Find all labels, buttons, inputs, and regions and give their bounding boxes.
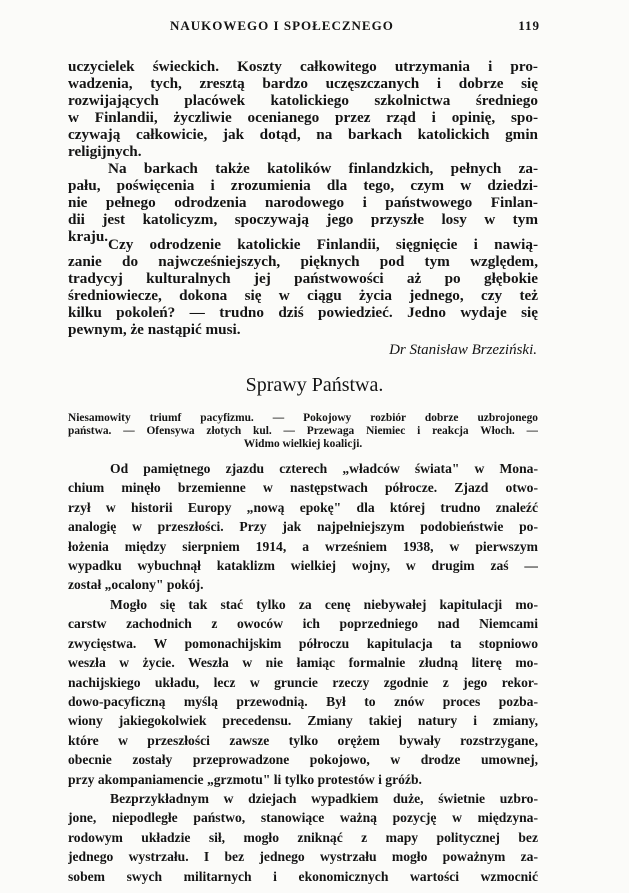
text-line: Czy odrodzenie katolickie Finlandii, sięgnięcie i nawią- (108, 236, 538, 253)
text-line: tradycyj kulturalnych jej państwowości aż po głębokie (68, 270, 538, 287)
running-title: NAUKOWEGO I SPOŁECZNEGO (170, 18, 394, 33)
text-line: dii jest katolicyzm, spoczywają jego przyszłe losy w tym (68, 211, 538, 228)
text-line: Na barkach także katolików finlandzkich, pełnych za- (108, 160, 538, 177)
article-paragraph-3 (68, 236, 538, 338)
text-line: rodowym układzie sił, mogło zniknąć z mapy politycznej bez (68, 829, 538, 845)
text-line: zwycięstwa. W pomonachijskim półroczu kapitulacja ta stopniowo (68, 635, 538, 651)
text-line: rzył w historii Europy „nową epokę" dla której trudno znaleźć (68, 499, 538, 515)
text-line: kilku pokoleń? — trudno dziś powiedzieć. Jedno wydaje się (68, 304, 538, 321)
text-line: pewnym, że nastąpić musi. (68, 321, 241, 338)
text-line: średniowiecze, dokona się w ciągu życia jednego, czy też (68, 287, 538, 304)
summary-line: Widmo wielkiej koalicji. (243, 438, 363, 450)
text-line: Mogło się tak stać tylko za cenę niebywałej kapitulacji mo- (110, 597, 538, 612)
text-line: nie pełnego odrodzenia narodowego i państwowego Finlan- (68, 194, 538, 211)
text-line: Bezprzykładnym w dziejach wypadkiem duże, świetnie uzbro- (110, 791, 538, 806)
text-line: czywają całkowicie, jak dotąd, na barkach katolickich gmin (68, 126, 538, 143)
text-line: rozwijających placówek katolickiego szkolnictwa średniego (68, 92, 538, 109)
article-paragraph-1 (68, 58, 538, 160)
text-line: weszła w życie. Weszła w nie łamiąc formalnie złudną literę mo- (68, 655, 538, 671)
text-line: które w przeszłości zawsze tylko orężem bywały rozstrzygane, (68, 732, 538, 748)
section-title: Sprawy Państwa. (245, 374, 384, 396)
text-line: nachijskiego układu, lecz w gruncie rzeczy zgodnie z jego rekor- (68, 674, 538, 690)
text-line: łożenia między sierpniem 1914, a wrześniem 1938, w pierwszym (68, 538, 538, 554)
section-paragraph-1 (68, 459, 538, 595)
section-paragraph-3 (68, 789, 538, 886)
text-line: kraju. (68, 228, 109, 245)
text-line: wadzenia, tych, zresztą bardzo uczęszczanych i dobrze się (68, 75, 538, 92)
text-line: carstw zachodnich z owoców ich poprzedniego nad Niemcami (68, 616, 538, 632)
summary-line: Niesamowity triumf pacyfizmu. — Pokojowy rozbiór dobrze uzbrojonego (68, 412, 538, 424)
text-line: jednego wystrzału. I bez jednego wystrzału mogło poważnym za- (68, 849, 538, 865)
summary-line: państwa. — Ofensywa złotych kul. — Przewaga Niemiec i reakcja Włoch. — (68, 425, 538, 437)
text-line: chium minęło brzemienne w następstwach półrocze. Zjazd otwo- (68, 480, 538, 496)
page-number: 119 (518, 18, 540, 33)
text-line: religijnych. (68, 143, 142, 160)
running-header (60, 14, 540, 36)
text-line: przy akompaniamencie „grzmotu" li tylko protestów i gróźb. (68, 771, 422, 787)
text-line: został „ocalony" pokój. (68, 577, 204, 593)
section-summary (68, 412, 538, 451)
text-line: uczycielek świeckich. Koszty całkowitego utrzymania i pro- (68, 58, 538, 75)
text-line: wypadku wybuchnął kataklizm wielkiej wojny, w drugim zaś — (68, 558, 538, 574)
text-line: analogię w przeszłości. Przy jak najpełniejszym podobieństwie po- (68, 519, 538, 535)
text-line: dowo-pacyficzną myślą przewodnią. Był to znów proces pozba- (68, 694, 538, 710)
text-line: jone, niepodległe państwo, stanowiące ważną pozycję w międzyna- (68, 810, 538, 826)
text-line: wiony jakiegokolwiek precedensu. Zmiany takiej natury i zmiany, (68, 713, 538, 729)
section-paragraph-2 (68, 595, 538, 789)
article-paragraph-2 (68, 160, 538, 245)
text-line: Od pamiętnego zjazdu czterech „władców świata" w Mona- (110, 461, 538, 476)
author-signature: Dr Stanisław Brzeziński. (389, 342, 537, 358)
text-line: sobem swych militarnych i ekonomicznych wartości wzmocnić (68, 868, 538, 884)
text-line: w Finlandii, życzliwie ocenianego przez rząd i opinię, spo- (68, 109, 538, 126)
text-line: zanie do najwcześniejszych, pięknych pod tym względem, (68, 253, 538, 270)
text-line: obecnie zostały przeprowadzone pokojowo, w drodze umownej, (68, 752, 538, 768)
text-line: pału, poświęcenia i zrozumienia dla tego, czym w dziedzi- (68, 177, 538, 194)
